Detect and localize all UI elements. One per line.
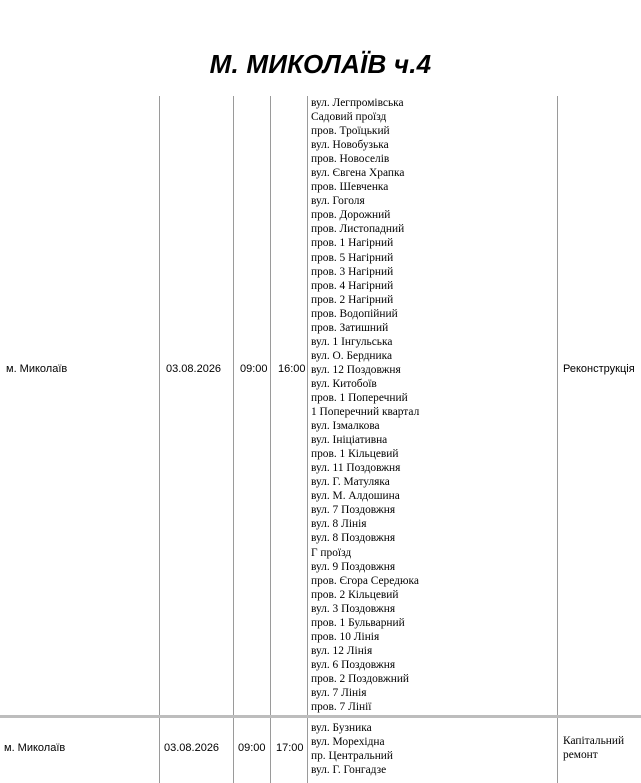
- page-title: М. МИКОЛАЇВ ч.4: [209, 49, 432, 79]
- street-item: вул. 12 Поздовжня: [311, 363, 401, 376]
- street-item: вул. 3 Поздовжня: [311, 602, 396, 615]
- date-cell: 03.08.2026: [164, 742, 220, 754]
- column-divider: [307, 96, 308, 783]
- street-item: вул. Морехідна: [311, 736, 385, 749]
- street-item: пров. 1 Кільцевий: [311, 448, 399, 461]
- street-item: вул. Бузника: [311, 722, 372, 734]
- time-to-cell: 17:00: [276, 742, 304, 754]
- street-item: пров. Єгора Середюка: [311, 574, 419, 587]
- time-from-cell: 09:00: [238, 742, 266, 754]
- column-divider: [159, 96, 160, 783]
- work-type-line: Капітальний: [563, 735, 625, 747]
- street-item: пров. 3 Нагірний: [311, 265, 394, 278]
- column-divider: [557, 96, 558, 783]
- street-item: пров. 1 Бульварний: [311, 616, 405, 629]
- city-cell: м. Миколаїв: [6, 363, 68, 375]
- street-item: пров. 7 Лінії: [311, 701, 372, 714]
- column-divider: [270, 96, 271, 783]
- street-item: пров. 10 Лінія: [311, 630, 380, 643]
- street-item: вул. Китобоїв: [311, 377, 377, 390]
- time-to-cell: 16:00: [278, 363, 306, 375]
- street-item: пров. Новоселів: [311, 153, 390, 166]
- work-type-line: ремонт: [563, 749, 598, 761]
- street-item: вул. 8 Поздовжня: [311, 532, 396, 545]
- street-item: пров. Дорожний: [311, 209, 391, 222]
- date-cell: 03.08.2026: [166, 363, 222, 375]
- time-from-cell: 09:00: [240, 363, 268, 375]
- streets-list: [311, 96, 419, 714]
- street-item: вул. Євгена Храпка: [311, 167, 405, 180]
- street-item: вул. 11 Поздовжня: [311, 462, 401, 475]
- street-item: вул. О. Бердника: [311, 349, 393, 362]
- street-item: вул. Ініціативна: [311, 434, 388, 447]
- street-item: вул. Ізмалкова: [311, 420, 380, 433]
- street-item: вул. Г. Гонгадзе: [311, 764, 387, 777]
- row-divider: [0, 715, 641, 718]
- streets-list: [311, 721, 393, 777]
- street-item: вул. 8 Лінія: [311, 518, 367, 531]
- street-item: вул. Гоголя: [311, 195, 365, 208]
- street-item: пров. Водопійний: [311, 307, 398, 320]
- street-item: Г проїзд: [311, 546, 352, 559]
- street-item: пров. 1 Поперечний: [311, 391, 408, 404]
- street-item: пров. 2 Кільцевий: [311, 588, 399, 601]
- street-item: пров. 5 Нагірний: [311, 251, 394, 264]
- street-item: пров. Листопадний: [311, 223, 405, 236]
- work-type-cell: [563, 734, 624, 762]
- street-item: вул. 7 Поздовжня: [311, 504, 396, 517]
- street-item: вул. 6 Поздовжня: [311, 658, 396, 671]
- street-item: пров. Затишний: [311, 321, 389, 334]
- work-type-cell: Реконструкція: [563, 363, 635, 375]
- street-item: пров. 2 Поздовжний: [311, 672, 410, 685]
- street-item: пров. Шевченка: [311, 181, 389, 194]
- street-item: вул. Новобузька: [311, 139, 389, 152]
- street-item: вул. Г. Матуляка: [311, 476, 390, 489]
- street-item: вул. 9 Поздовжня: [311, 560, 396, 573]
- street-item: пр. Центральний: [311, 750, 393, 763]
- schedule-table: [0, 96, 641, 783]
- street-item: пров. 4 Нагірний: [311, 279, 394, 292]
- street-item: вул. 12 Лінія: [311, 644, 373, 657]
- street-item: вул. М. Алдошина: [311, 490, 400, 503]
- street-item: пров. Троїцький: [311, 125, 390, 138]
- street-item: вул. 7 Лінія: [311, 686, 367, 699]
- street-item: пров. 1 Нагірний: [311, 237, 394, 250]
- street-item: пров. 2 Нагірний: [311, 293, 394, 306]
- street-item: вул. Легпромівська: [311, 97, 404, 109]
- street-item: 1 Поперечний квартал: [311, 406, 420, 419]
- street-item: вул. 1 Інгульська: [311, 335, 393, 348]
- street-item: Садовий проїзд: [311, 111, 387, 124]
- column-divider: [233, 96, 234, 783]
- city-cell: м. Миколаїв: [4, 742, 66, 754]
